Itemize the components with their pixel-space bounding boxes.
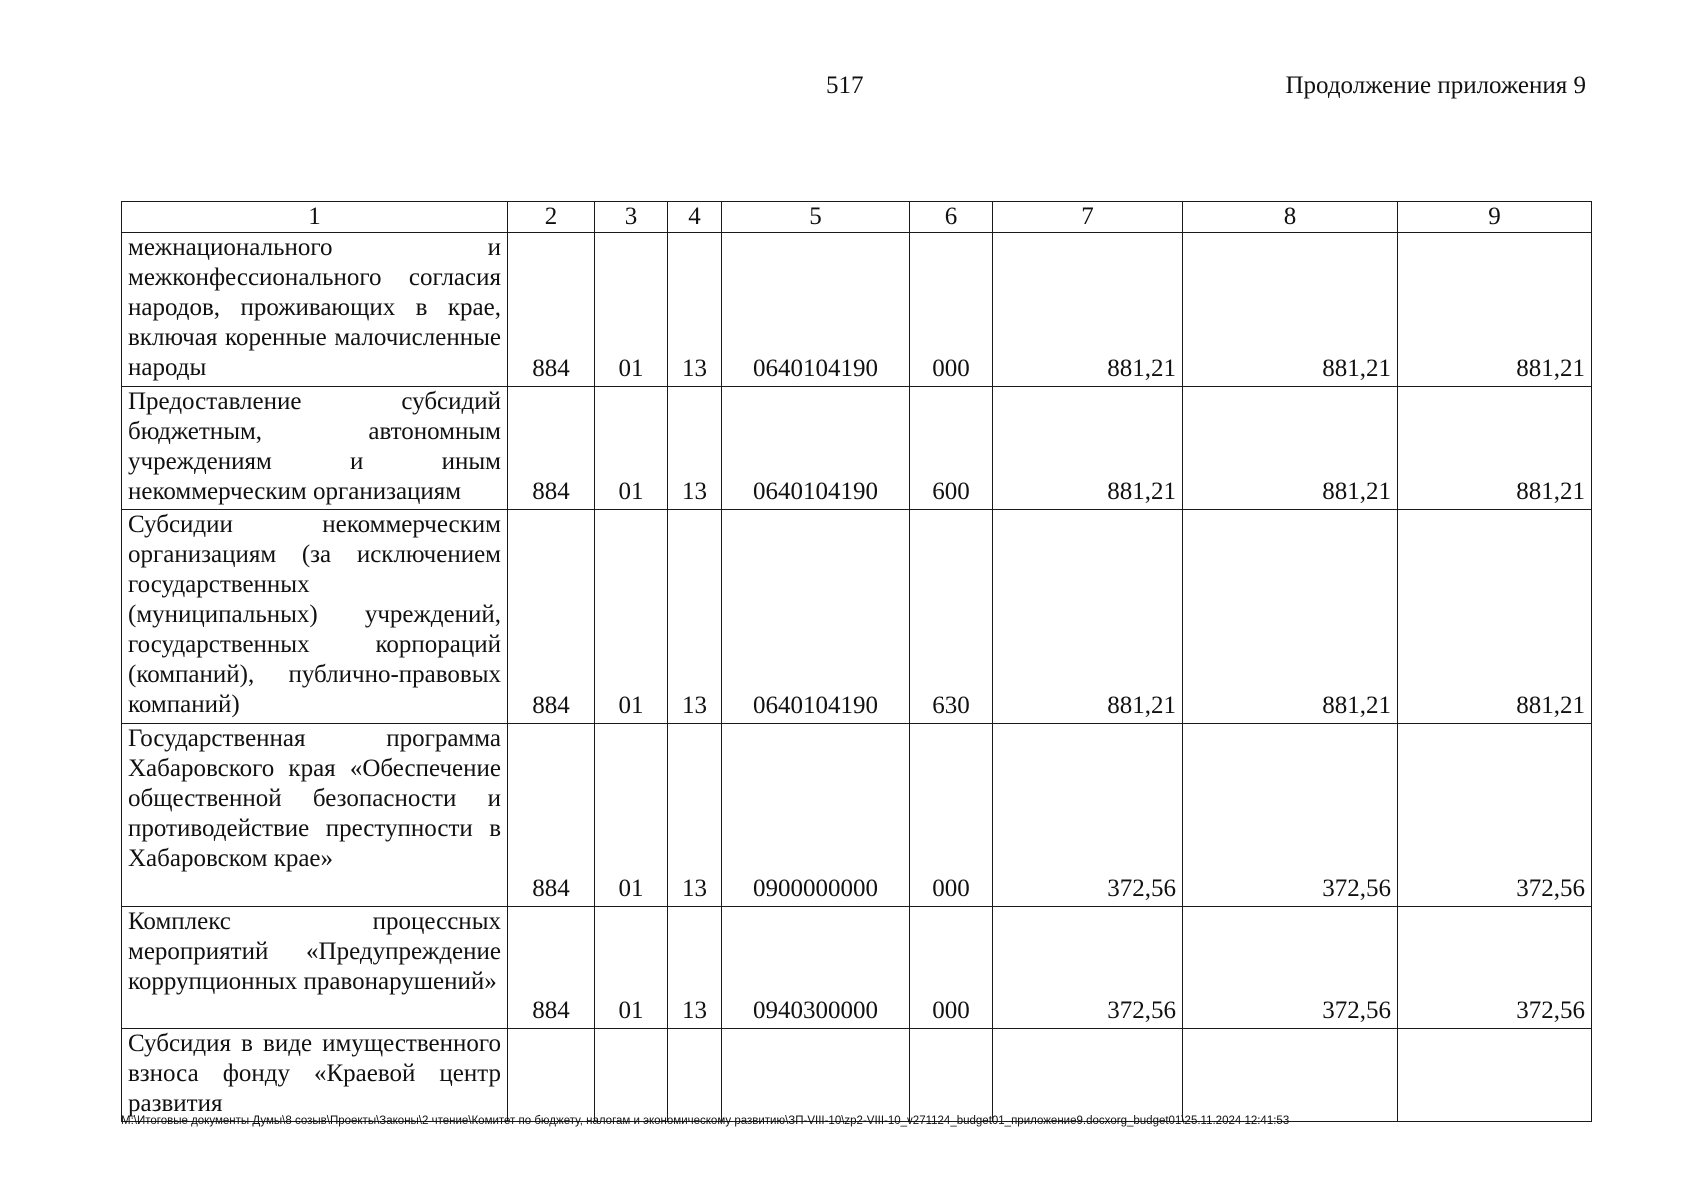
row-name: Комплекс процессных мероприятий «Предупреждение коррупционных правонарушений»: [122, 907, 508, 1029]
row-name: Субсидия в виде имущественного взноса фонду «Краевой центр развития: [122, 1029, 508, 1122]
cell-col-8: 881,21: [1183, 510, 1398, 724]
table-row: [122, 233, 1592, 387]
column-header-7: 7: [993, 202, 1183, 233]
appendix-caption: Продолжение приложения 9: [1285, 72, 1586, 99]
table-row: [122, 1029, 1592, 1122]
cell-col-2: 884: [508, 233, 595, 387]
row-name: Субсидии некоммерческим организациям (за исключением государственных (муниципальных) учреждений, государственных корпораций (компаний), публично-правовых компаний): [122, 510, 508, 724]
cell-col-2: 884: [508, 510, 595, 724]
cell-col-5: [722, 1029, 910, 1122]
column-header-5: 5: [722, 202, 910, 233]
cell-col-3: 01: [595, 233, 668, 387]
budget-table: [121, 201, 1592, 1122]
cell-col-8: 881,21: [1183, 387, 1398, 510]
column-header-6: 6: [910, 202, 993, 233]
cell-col-9: 881,21: [1398, 510, 1592, 724]
cell-col-7: 372,56: [993, 907, 1183, 1029]
cell-col-3: 01: [595, 510, 668, 724]
column-header-8: 8: [1183, 202, 1398, 233]
page-number: 517: [826, 72, 864, 99]
cell-col-5: 0640104190: [722, 233, 910, 387]
cell-col-7: 881,21: [993, 387, 1183, 510]
cell-col-4: [668, 1029, 722, 1122]
cell-col-6: 000: [910, 907, 993, 1029]
cell-col-6: 630: [910, 510, 993, 724]
table-row: [122, 907, 1592, 1029]
cell-col-3: 01: [595, 907, 668, 1029]
cell-col-2: 884: [508, 724, 595, 907]
cell-col-2: 884: [508, 387, 595, 510]
cell-col-6: 600: [910, 387, 993, 510]
cell-col-6: 000: [910, 724, 993, 907]
cell-col-9: [1398, 1029, 1592, 1122]
cell-col-6: [910, 1029, 993, 1122]
cell-col-2: 884: [508, 907, 595, 1029]
row-name: межнационального и межконфессионального согласия народов, проживающих в крае, включая коренные малочисленные народы: [122, 233, 508, 387]
cell-col-8: 881,21: [1183, 233, 1398, 387]
cell-col-2: [508, 1029, 595, 1122]
table-row: [122, 724, 1592, 907]
cell-col-8: [1183, 1029, 1398, 1122]
column-header-9: 9: [1398, 202, 1592, 233]
column-header-3: 3: [595, 202, 668, 233]
cell-col-4: 13: [668, 724, 722, 907]
cell-col-5: 0900000000: [722, 724, 910, 907]
cell-col-4: 13: [668, 387, 722, 510]
cell-col-8: 372,56: [1183, 724, 1398, 907]
cell-col-7: [993, 1029, 1183, 1122]
column-header-4: 4: [668, 202, 722, 233]
cell-col-7: 372,56: [993, 724, 1183, 907]
cell-col-7: 881,21: [993, 510, 1183, 724]
cell-col-5: 0940300000: [722, 907, 910, 1029]
cell-col-3: [595, 1029, 668, 1122]
cell-col-3: 01: [595, 724, 668, 907]
table-row: [122, 387, 1592, 510]
cell-col-9: 372,56: [1398, 907, 1592, 1029]
row-name: Государственная программа Хабаровского края «Обеспечение общественной безопасности и противодействие преступности в Хабаровском крае»: [122, 724, 508, 907]
footer-file-path: M:\Итоговые документы Думы\8 созыв\Проекты\Законы\2 чтение\Комитет по бюджету, налогам и экономическому развитию\ЗП-VIII-10\zp2-VIII-10_v271124_budget01_приложение9.docxorg_budget01\25.11.2024 12:41:53: [121, 1115, 1290, 1127]
cell-col-9: 881,21: [1398, 387, 1592, 510]
header-row: [122, 202, 1592, 233]
column-header-1: 1: [122, 202, 508, 233]
cell-col-8: 372,56: [1183, 907, 1398, 1029]
cell-col-5: 0640104190: [722, 510, 910, 724]
table-row: [122, 510, 1592, 724]
cell-col-7: 881,21: [993, 233, 1183, 387]
row-name: Предоставление субсидий бюджетным, автономным учреждениям и иным некоммерческим организациям: [122, 387, 508, 510]
cell-col-4: 13: [668, 907, 722, 1029]
cell-col-9: 372,56: [1398, 724, 1592, 907]
cell-col-6: 000: [910, 233, 993, 387]
column-header-2: 2: [508, 202, 595, 233]
cell-col-3: 01: [595, 387, 668, 510]
cell-col-9: 881,21: [1398, 233, 1592, 387]
cell-col-4: 13: [668, 233, 722, 387]
cell-col-5: 0640104190: [722, 387, 910, 510]
cell-col-4: 13: [668, 510, 722, 724]
